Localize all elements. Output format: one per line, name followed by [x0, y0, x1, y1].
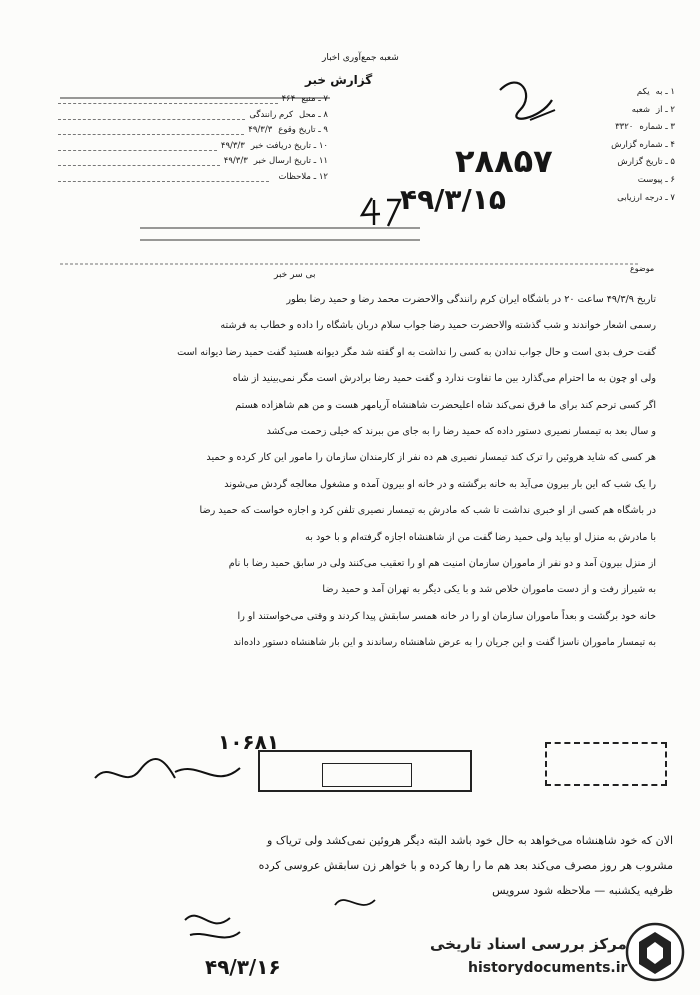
lower-line: الان که خود شاهنشاه می‌خواهد به حال خود باشد البته دیگر هروئین نمی‌کشد ولی تریاک و	[267, 834, 673, 847]
body-line: در باشگاه هم کسی از او خبری نداشت تا شب که مادرش به تیمسار نصیری تلفن کرد و اجازه خواست که حمید رضا	[199, 505, 656, 517]
handwritten-mark	[387, 200, 400, 226]
report-title: گزارش خبر	[305, 73, 373, 87]
form-left-label: ۹ ـ تاریخ وقوع	[278, 125, 328, 135]
body-line: و سال بعد به تیمسار نصیری دستور داده که حمید رضا را به جای من ببرند که خیلی زحمت می‌کشد	[266, 426, 656, 438]
form-left-label: ۷ ـ منبع	[301, 94, 328, 104]
body-line: خانه خود برگشت و بعداً ماموران سازمان او را در خانه همسر سابقش پیدا کردند و وقتی می‌خواستند او را	[237, 610, 656, 622]
body-line: از منزل بیرون آمد و دو نفر از ماموران سازمان امنیت هم او را تعقیب می‌کنند ولی در سابق حمید رضا با نام	[228, 558, 656, 570]
handwritten-ref-number: ۲۸۸۵۷	[455, 142, 553, 180]
signature-lower	[335, 900, 375, 905]
form-right-label: ۶ ـ پیوست	[637, 174, 675, 185]
form-left-value: کرم رانندگی	[249, 109, 294, 120]
handwritten-ref-date: ۴۹/۳/۱۵	[400, 183, 506, 216]
form-left-label: ۱۲ ـ ملاحظات	[278, 171, 328, 182]
form-right-label: ۷ ـ درجه ارزیابی	[617, 192, 675, 203]
subject-label: موضوع	[630, 264, 655, 273]
form-right-label: ۳ ـ شماره	[639, 122, 675, 133]
body-line: رسمی اشعار خواندند و شب گذشته والاحضرت حمید رضا جواب سلام دربان باشگاه را داده و خطاب به فرشته	[220, 320, 656, 332]
form-right-value: شعبه	[631, 104, 651, 115]
handwritten-mark	[362, 198, 380, 225]
form-right-value: یکم	[636, 87, 650, 97]
body-line: به تیمسار ماموران ناسزا گفت و این جریان را به عرض شاهنشاه رساندند و این بار شاهنشاه دستور داده‌اند	[233, 637, 656, 649]
signature	[175, 768, 240, 776]
watermark-line2: historydocuments.ir	[468, 960, 628, 976]
body-line: را یک شب که این بار بیرون می‌آید به خانه برگشته و در خانه او بیرون آمده و مشغول معالجه گردش می‌شوند	[224, 478, 656, 490]
body-line: ولی او چون به ما احترام می‌گذارد بین ما تفاوت ندارد و گفت حمید رضا برادرش است مگر نمی‌بینید از شاه	[232, 373, 656, 385]
form-right-label: ۵ ـ تاریخ گزارش	[617, 157, 675, 168]
watermark-line1: مرکز بررسی اسناد تاریخی	[430, 935, 627, 953]
body-line: اگر کسی ترحم کند برای ما فرق نمی‌کند شاه اعلیحضرت شاهنشاه آریامهر هست و من هم شاهزاده هستم	[235, 399, 656, 411]
form-left-label: ۱۱ ـ تاریخ ارسال خبر	[253, 156, 328, 166]
body-line: با مادرش به منزل او بیاید ولی حمید رضا گفت من از شاهنشاه اجازه گرفته‌ام و با خود به	[305, 531, 656, 543]
form-right-value: ۳۳۲۰	[615, 122, 634, 133]
body-line: گفت حرف بدی است و حال جواب ندادن به کسی را نداشت به او گفته شد مگر دیوانه هستید گفت حمید رضا دیوانه است	[177, 346, 656, 358]
signature	[95, 759, 175, 778]
office-header: شعبه جمع‌آوری اخبار	[322, 53, 399, 63]
watermark-logo	[627, 924, 683, 980]
lower-line: مشروب هر روز مصرف می‌کند بعد هم ما را رها کرده و با خواهر زن سابقش عروسی کرده	[258, 859, 673, 872]
form-left-value: ۴۹/۳/۳	[220, 140, 245, 151]
form-left-value: ۴۹/۳/۳	[248, 125, 273, 135]
body-line: تاریخ ۴۹/۳/۹ ساعت ۲۰ در باشگاه ایران کرم رانندگی والاحضرت محمد رضا و حمید رضا بطور	[286, 294, 656, 305]
body-line: به شیراز رفت و از دست ماموران خلاص شد و با یکی دیگر به تهران آمد و حمید رضا	[322, 584, 656, 596]
body-line: هر کسی که شاید هروئین را ترک کند تیمسار نصیری هم ده نفر از کارمندان سازمان را مامور این کار کرده و حمید	[206, 452, 656, 464]
form-left-label: ۸ ـ محل	[299, 109, 328, 120]
subject-value: بی سر خبر	[274, 270, 316, 280]
signature-lower	[185, 916, 240, 938]
form-left-value: ۴۶۴	[281, 94, 296, 104]
bottom-note-number: ۱۰۶۸۱	[218, 730, 280, 754]
form-right-label: ۴ ـ شماره گزارش	[611, 139, 675, 150]
form-left-value: ۴۹/۳/۳	[223, 156, 248, 166]
form-left-label: ۱۰ ـ تاریخ دریافت خبر	[250, 140, 328, 151]
form-right-label: ۲ ـ از	[656, 104, 675, 115]
lower-line: ظرفیه یکشنبه — ملاحظه شود سرویس	[492, 884, 673, 897]
form-right-label: ۱ ـ به	[655, 87, 675, 97]
lower-date: ۴۹/۳/۱۶	[205, 955, 281, 979]
